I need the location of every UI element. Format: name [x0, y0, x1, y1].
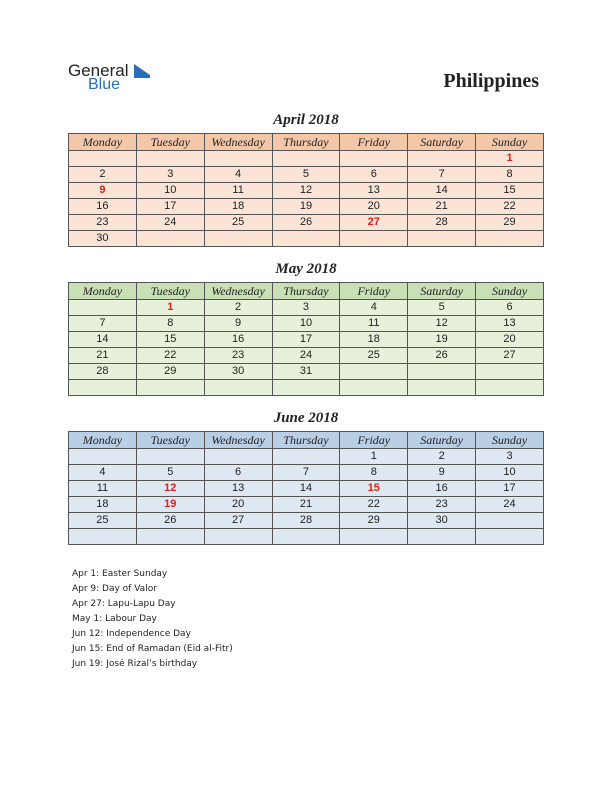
weekday-header-row	[69, 432, 544, 449]
day-cell: 14	[69, 332, 137, 348]
day-cell: 12	[272, 183, 340, 199]
day-cell: 15	[476, 183, 544, 199]
day-cell	[476, 513, 544, 529]
day-cell: 1	[340, 449, 408, 465]
day-cell: 3	[272, 300, 340, 316]
weekday-wednesday: Wednesday	[204, 134, 272, 151]
day-cell: 18	[69, 497, 137, 513]
day-cell	[69, 529, 137, 545]
holiday-day-cell: 27	[340, 215, 408, 231]
week-row	[69, 465, 544, 481]
day-cell: 21	[272, 497, 340, 513]
month-table-1	[68, 282, 544, 396]
weekday-sunday: Sunday	[476, 134, 544, 151]
day-cell: 21	[408, 199, 476, 215]
weekday-saturday: Saturday	[408, 432, 476, 449]
weekday-friday: Friday	[340, 134, 408, 151]
day-cell: 17	[476, 481, 544, 497]
day-cell	[408, 231, 476, 247]
holiday-note: Jun 15: End of Ramadan (Eid al-Fitr)	[72, 644, 233, 654]
day-cell: 20	[204, 497, 272, 513]
day-cell	[69, 151, 137, 167]
day-cell: 3	[136, 167, 204, 183]
weekday-thursday: Thursday	[272, 283, 340, 300]
day-cell: 13	[340, 183, 408, 199]
holiday-day-cell: 9	[69, 183, 137, 199]
week-row	[69, 529, 544, 545]
day-cell: 22	[476, 199, 544, 215]
day-cell: 13	[476, 316, 544, 332]
day-cell: 11	[69, 481, 137, 497]
day-cell: 6	[204, 465, 272, 481]
weekday-tuesday: Tuesday	[136, 283, 204, 300]
day-cell: 25	[69, 513, 137, 529]
day-cell: 8	[476, 167, 544, 183]
day-cell: 11	[340, 316, 408, 332]
day-cell: 12	[408, 316, 476, 332]
day-cell	[204, 151, 272, 167]
day-cell: 31	[272, 364, 340, 380]
day-cell: 25	[340, 348, 408, 364]
day-cell: 17	[272, 332, 340, 348]
day-cell	[476, 364, 544, 380]
day-cell: 16	[69, 199, 137, 215]
day-cell	[136, 449, 204, 465]
weekday-tuesday: Tuesday	[136, 432, 204, 449]
week-row	[69, 497, 544, 513]
day-cell: 10	[272, 316, 340, 332]
week-row	[69, 449, 544, 465]
day-cell: 23	[69, 215, 137, 231]
day-cell: 2	[204, 300, 272, 316]
weekday-friday: Friday	[340, 432, 408, 449]
day-cell	[204, 529, 272, 545]
holiday-day-cell: 1	[136, 300, 204, 316]
day-cell: 13	[204, 481, 272, 497]
day-cell	[204, 231, 272, 247]
weekday-sunday: Sunday	[476, 283, 544, 300]
holiday-note: Jun 19: José Rizal’s birthday	[72, 659, 198, 669]
weekday-tuesday: Tuesday	[136, 134, 204, 151]
logo-flag-icon	[134, 64, 150, 78]
week-row	[69, 231, 544, 247]
holiday-note: Apr 27: Lapu-Lapu Day	[72, 599, 176, 609]
weekday-saturday: Saturday	[408, 134, 476, 151]
week-row	[69, 183, 544, 199]
day-cell: 26	[408, 348, 476, 364]
day-cell	[272, 231, 340, 247]
day-cell: 22	[136, 348, 204, 364]
day-cell: 4	[204, 167, 272, 183]
week-row	[69, 215, 544, 231]
holiday-day-cell: 15	[340, 481, 408, 497]
weekday-thursday: Thursday	[272, 134, 340, 151]
day-cell: 22	[340, 497, 408, 513]
week-row	[69, 380, 544, 396]
day-cell	[69, 449, 137, 465]
day-cell: 24	[136, 215, 204, 231]
week-row	[69, 316, 544, 332]
day-cell	[408, 151, 476, 167]
day-cell	[476, 529, 544, 545]
day-cell: 24	[272, 348, 340, 364]
weekday-sunday: Sunday	[476, 432, 544, 449]
day-cell	[476, 380, 544, 396]
day-cell: 28	[408, 215, 476, 231]
day-cell	[69, 300, 137, 316]
day-cell	[136, 529, 204, 545]
day-cell: 16	[408, 481, 476, 497]
day-cell	[340, 380, 408, 396]
day-cell: 7	[69, 316, 137, 332]
day-cell: 30	[69, 231, 137, 247]
day-cell: 5	[408, 300, 476, 316]
day-cell: 28	[272, 513, 340, 529]
day-cell	[408, 529, 476, 545]
day-cell: 18	[340, 332, 408, 348]
day-cell: 14	[272, 481, 340, 497]
day-cell: 30	[204, 364, 272, 380]
week-row	[69, 151, 544, 167]
day-cell: 20	[476, 332, 544, 348]
day-cell: 27	[204, 513, 272, 529]
day-cell: 21	[69, 348, 137, 364]
weekday-monday: Monday	[69, 283, 137, 300]
holiday-note: Jun 12: Independence Day	[72, 629, 191, 639]
holiday-day-cell: 12	[136, 481, 204, 497]
weekday-wednesday: Wednesday	[204, 432, 272, 449]
logo-word-blue: Blue	[88, 76, 121, 93]
day-cell: 3	[476, 449, 544, 465]
holiday-note: Apr 1: Easter Sunday	[72, 569, 168, 579]
country-title: Philippines	[443, 70, 539, 92]
day-cell: 5	[136, 465, 204, 481]
day-cell	[340, 231, 408, 247]
week-row	[69, 300, 544, 316]
day-cell	[340, 151, 408, 167]
holiday-note: Apr 9: Day of Valor	[72, 584, 157, 594]
day-cell	[272, 380, 340, 396]
week-row	[69, 348, 544, 364]
week-row	[69, 199, 544, 215]
day-cell: 11	[204, 183, 272, 199]
day-cell	[408, 364, 476, 380]
holiday-day-cell: 19	[136, 497, 204, 513]
day-cell: 7	[272, 465, 340, 481]
weekday-monday: Monday	[69, 432, 137, 449]
day-cell: 8	[340, 465, 408, 481]
day-cell: 7	[408, 167, 476, 183]
day-cell	[340, 529, 408, 545]
weekday-thursday: Thursday	[272, 432, 340, 449]
day-cell: 4	[340, 300, 408, 316]
day-cell: 25	[204, 215, 272, 231]
day-cell	[408, 380, 476, 396]
day-cell: 8	[136, 316, 204, 332]
day-cell	[136, 151, 204, 167]
weekday-header-row	[69, 283, 544, 300]
day-cell: 29	[340, 513, 408, 529]
day-cell: 2	[408, 449, 476, 465]
day-cell: 30	[408, 513, 476, 529]
month-title-2: June 2018	[273, 410, 339, 426]
day-cell: 9	[408, 465, 476, 481]
day-cell: 29	[136, 364, 204, 380]
week-row	[69, 364, 544, 380]
day-cell: 29	[476, 215, 544, 231]
weekday-friday: Friday	[340, 283, 408, 300]
month-title-0: April 2018	[273, 112, 339, 128]
day-cell	[136, 380, 204, 396]
week-row	[69, 167, 544, 183]
day-cell: 9	[204, 316, 272, 332]
day-cell: 26	[136, 513, 204, 529]
day-cell	[272, 151, 340, 167]
month-table-0	[68, 133, 544, 247]
logo-word-general: General	[68, 61, 129, 80]
day-cell: 5	[272, 167, 340, 183]
day-cell: 24	[476, 497, 544, 513]
weekday-header-row	[69, 134, 544, 151]
day-cell	[204, 449, 272, 465]
month-table-2	[68, 431, 544, 545]
day-cell: 6	[476, 300, 544, 316]
week-row	[69, 481, 544, 497]
day-cell: 26	[272, 215, 340, 231]
week-row	[69, 513, 544, 529]
holiday-notes	[72, 567, 233, 672]
day-cell: 16	[204, 332, 272, 348]
day-cell: 28	[69, 364, 137, 380]
day-cell: 10	[476, 465, 544, 481]
day-cell	[204, 380, 272, 396]
day-cell: 23	[408, 497, 476, 513]
day-cell: 20	[340, 199, 408, 215]
day-cell: 4	[69, 465, 137, 481]
day-cell: 23	[204, 348, 272, 364]
day-cell: 6	[340, 167, 408, 183]
holiday-day-cell: 1	[476, 151, 544, 167]
day-cell: 19	[408, 332, 476, 348]
week-row	[69, 332, 544, 348]
holiday-note: May 1: Labour Day	[72, 614, 157, 624]
day-cell: 19	[272, 199, 340, 215]
day-cell: 10	[136, 183, 204, 199]
day-cell: 18	[204, 199, 272, 215]
weekday-wednesday: Wednesday	[204, 283, 272, 300]
day-cell	[272, 529, 340, 545]
weekday-monday: Monday	[69, 134, 137, 151]
day-cell: 27	[476, 348, 544, 364]
day-cell: 14	[408, 183, 476, 199]
day-cell	[69, 380, 137, 396]
day-cell	[272, 449, 340, 465]
day-cell: 17	[136, 199, 204, 215]
month-title-1: May 2018	[275, 261, 337, 277]
day-cell: 15	[136, 332, 204, 348]
day-cell: 2	[69, 167, 137, 183]
day-cell	[340, 364, 408, 380]
weekday-saturday: Saturday	[408, 283, 476, 300]
day-cell	[476, 231, 544, 247]
day-cell	[136, 231, 204, 247]
